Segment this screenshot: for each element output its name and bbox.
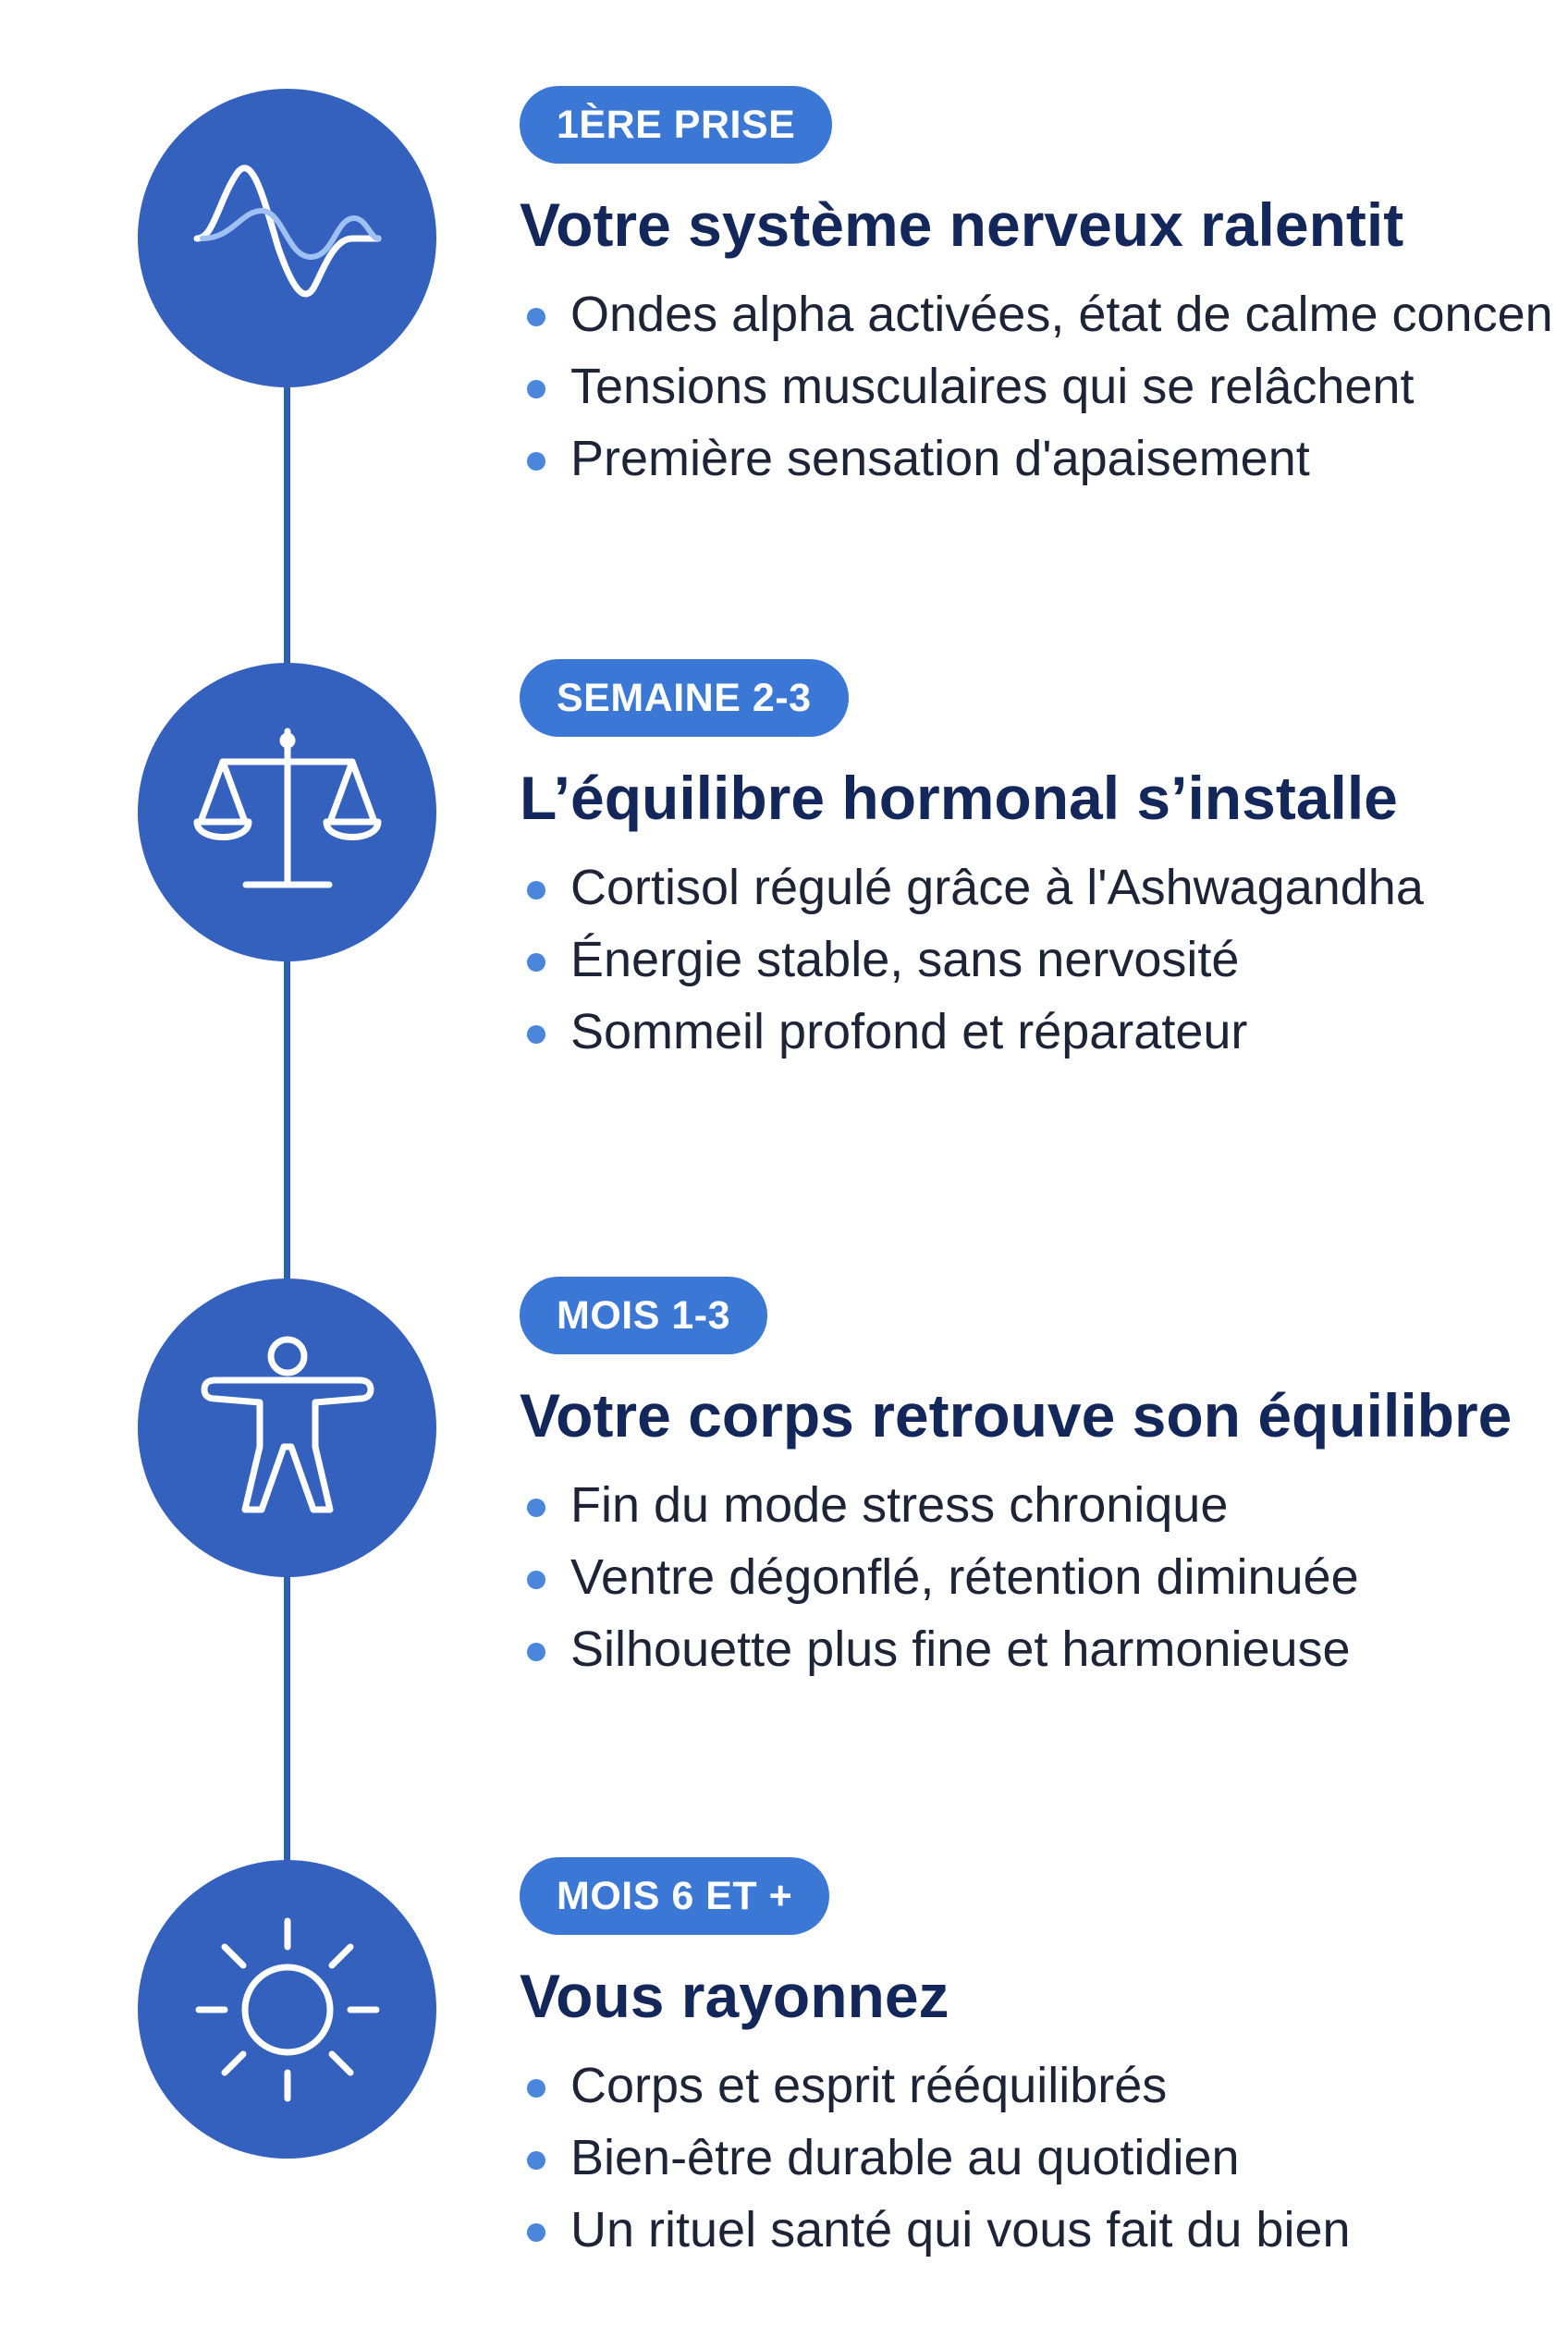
- balance-scale-icon: [195, 720, 380, 905]
- step-4: [520, 1857, 1568, 2266]
- step-4-title: Vous rayonnez: [520, 1962, 949, 2030]
- list-item: Tensions musculaires qui se relâchent: [520, 350, 1568, 422]
- step-3-icon-circle: [138, 1279, 436, 1577]
- bullet-dot: [527, 2151, 545, 2170]
- list-item: Première sensation d'apaisement: [520, 422, 1568, 495]
- step-1-icon-circle: [138, 89, 436, 387]
- step-2-icon-circle: [138, 663, 436, 961]
- step-1-badge: 1ÈRE PRISE: [520, 86, 832, 164]
- step-1: [520, 86, 1568, 495]
- bullet-dot: [527, 881, 545, 899]
- step-2-badge: SEMAINE 2-3: [520, 659, 849, 737]
- step-2-title: L’équilibre hormonal s’installe: [520, 764, 1398, 832]
- step-3: [520, 1277, 1568, 1685]
- bullet-dot: [527, 1499, 545, 1517]
- timeline-connector-line: [284, 240, 290, 2015]
- list-item: Ondes alpha activées, état de calme concen: [520, 278, 1568, 350]
- step-3-benefits-list: [520, 1469, 1568, 1685]
- step-4-badge: MOIS 6 ET +: [520, 1857, 829, 1935]
- bullet-dot: [527, 1571, 545, 1589]
- bullet-dot: [527, 953, 545, 972]
- step-1-benefits-list: [520, 278, 1568, 495]
- step-2: [520, 659, 1568, 1068]
- list-item: Bien-être durable au quotidien: [520, 2122, 1568, 2194]
- human-figure-icon: [195, 1336, 380, 1521]
- list-item: Énergie stable, sans nervosité: [520, 924, 1568, 996]
- list-item: Corps et esprit rééquilibrés: [520, 2049, 1568, 2122]
- bullet-dot: [527, 2079, 545, 2098]
- list-item: Sommeil profond et réparateur: [520, 996, 1568, 1068]
- bullet-dot: [527, 380, 545, 398]
- step-3-badge: MOIS 1-3: [520, 1277, 767, 1354]
- step-2-benefits-list: [520, 851, 1568, 1068]
- step-4-icon-circle: [138, 1860, 436, 2159]
- bullet-dot: [527, 452, 545, 471]
- step-3-title: Votre corps retrouve son équilibre: [520, 1381, 1513, 1450]
- list-item: Cortisol régulé grâce à l'Ashwagandha: [520, 851, 1568, 924]
- list-item: Fin du mode stress chronique: [520, 1469, 1568, 1541]
- step-1-title: Votre système nerveux ralentit: [520, 190, 1404, 259]
- bullet-dot: [527, 308, 545, 326]
- list-item: Silhouette plus fine et harmonieuse: [520, 1613, 1568, 1685]
- sun-icon: [195, 1917, 380, 2102]
- bullet-dot: [527, 2223, 545, 2242]
- bullet-dot: [527, 1025, 545, 1044]
- bullet-dot: [527, 1643, 545, 1661]
- list-item: Ventre dégonflé, rétention diminuée: [520, 1541, 1568, 1613]
- step-4-benefits-list: [520, 2049, 1568, 2266]
- list-item: Un rituel santé qui vous fait du bien: [520, 2194, 1568, 2266]
- wave-icon: [195, 146, 380, 331]
